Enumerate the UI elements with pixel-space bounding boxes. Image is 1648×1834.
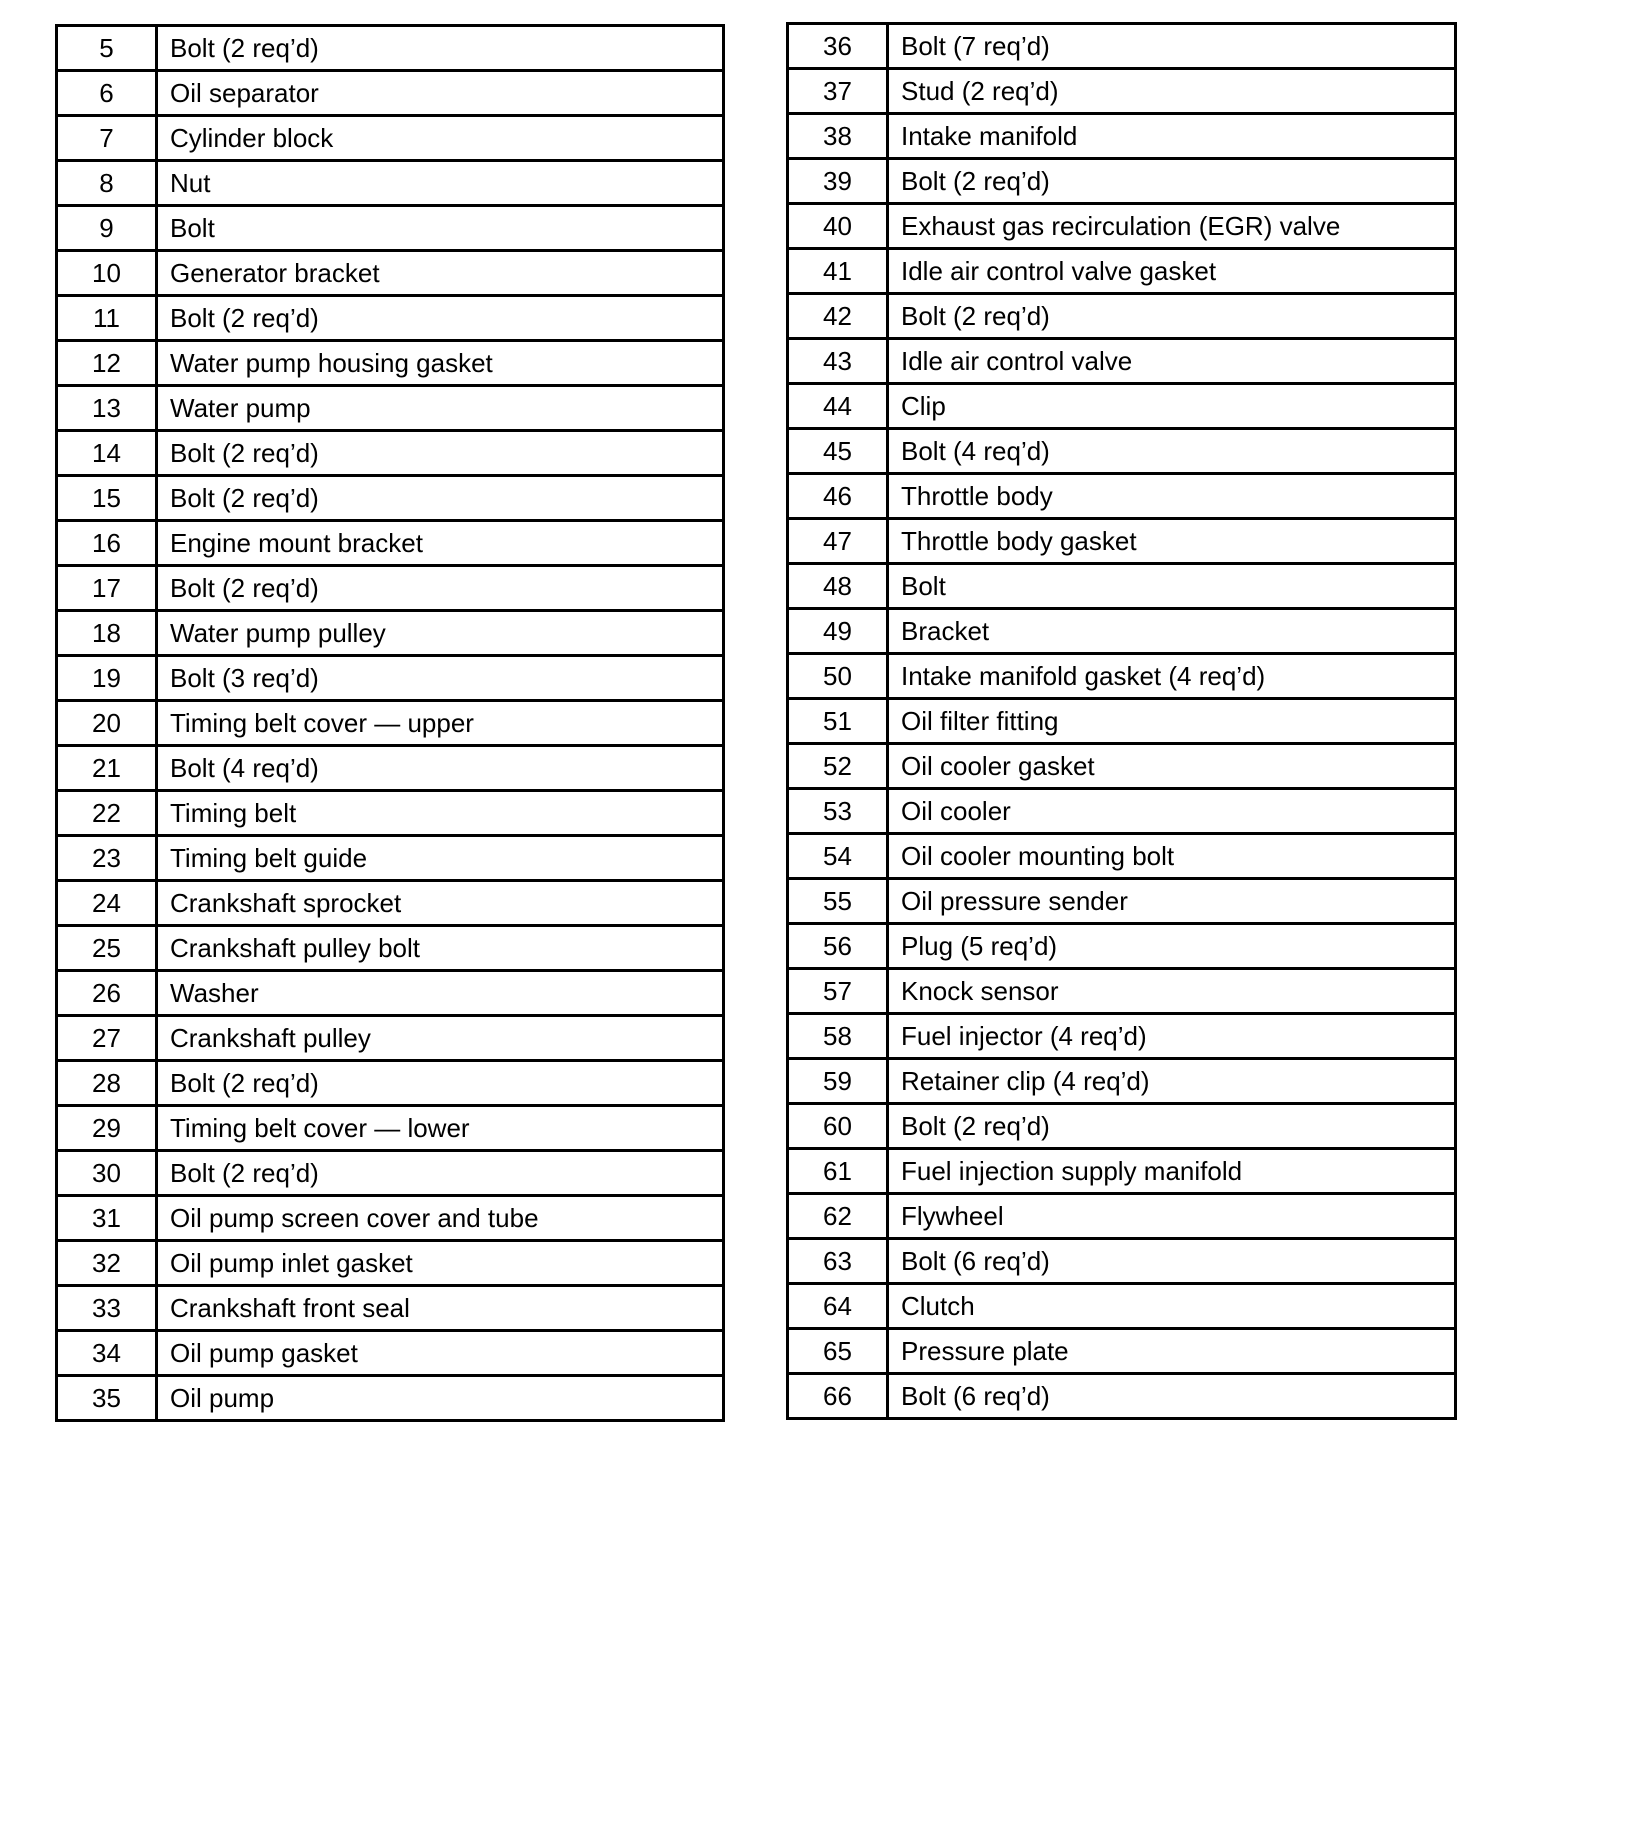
table-row (788, 1374, 1456, 1419)
part-description: Bracket (888, 609, 1456, 654)
part-number: 17 (57, 566, 157, 611)
part-number: 26 (57, 971, 157, 1016)
table-row (57, 566, 724, 611)
table-row (788, 114, 1456, 159)
table-row (57, 116, 724, 161)
part-description: Oil pressure sender (888, 879, 1456, 924)
part-description: Plug (5 req’d) (888, 924, 1456, 969)
part-description: Throttle body gasket (888, 519, 1456, 564)
part-number: 30 (57, 1151, 157, 1196)
table-row (788, 24, 1456, 69)
part-description: Intake manifold (888, 114, 1456, 159)
part-description: Bolt (2 req’d) (157, 296, 724, 341)
part-number: 63 (788, 1239, 888, 1284)
part-description: Idle air control valve gasket (888, 249, 1456, 294)
table-row (57, 1016, 724, 1061)
part-number: 7 (57, 116, 157, 161)
table-row (788, 474, 1456, 519)
part-number: 5 (57, 26, 157, 71)
part-description: Idle air control valve (888, 339, 1456, 384)
part-description: Fuel injector (4 req’d) (888, 1014, 1456, 1059)
part-description: Oil pump gasket (157, 1331, 724, 1376)
table-row (57, 26, 724, 71)
part-number: 45 (788, 429, 888, 474)
table-row (57, 521, 724, 566)
part-number: 44 (788, 384, 888, 429)
table-row (57, 656, 724, 701)
part-number: 13 (57, 386, 157, 431)
part-description: Bolt (2 req’d) (888, 1104, 1456, 1149)
parts-legend-left-body (57, 26, 724, 1421)
parts-legend-right-body (788, 24, 1456, 1419)
part-number: 36 (788, 24, 888, 69)
part-description: Oil cooler gasket (888, 744, 1456, 789)
part-number: 37 (788, 69, 888, 114)
part-number: 49 (788, 609, 888, 654)
part-description: Bolt (6 req’d) (888, 1374, 1456, 1419)
part-number: 27 (57, 1016, 157, 1061)
table-row (57, 386, 724, 431)
part-number: 10 (57, 251, 157, 296)
part-description: Washer (157, 971, 724, 1016)
part-description: Oil cooler mounting bolt (888, 834, 1456, 879)
part-number: 8 (57, 161, 157, 206)
table-row (57, 1151, 724, 1196)
part-description: Throttle body (888, 474, 1456, 519)
table-row (57, 791, 724, 836)
part-description: Bolt (2 req’d) (157, 1061, 724, 1106)
part-number: 59 (788, 1059, 888, 1104)
part-number: 25 (57, 926, 157, 971)
table-row (788, 789, 1456, 834)
part-number: 54 (788, 834, 888, 879)
part-description: Bolt (157, 206, 724, 251)
part-number: 29 (57, 1106, 157, 1151)
part-number: 34 (57, 1331, 157, 1376)
part-number: 58 (788, 1014, 888, 1059)
part-number: 31 (57, 1196, 157, 1241)
table-row (788, 1014, 1456, 1059)
table-row (788, 744, 1456, 789)
table-row (57, 341, 724, 386)
part-description: Generator bracket (157, 251, 724, 296)
part-description: Nut (157, 161, 724, 206)
table-row (788, 519, 1456, 564)
table-row (788, 924, 1456, 969)
table-row (788, 429, 1456, 474)
part-number: 22 (57, 791, 157, 836)
table-row (788, 1329, 1456, 1374)
table-row (57, 701, 724, 746)
part-number: 19 (57, 656, 157, 701)
table-row (788, 294, 1456, 339)
table-row (57, 1286, 724, 1331)
table-row (788, 159, 1456, 204)
part-description: Clutch (888, 1284, 1456, 1329)
part-number: 32 (57, 1241, 157, 1286)
table-row (57, 251, 724, 296)
part-number: 24 (57, 881, 157, 926)
part-description: Retainer clip (4 req’d) (888, 1059, 1456, 1104)
table-row (57, 1376, 724, 1421)
table-row (57, 476, 724, 521)
part-description: Bolt (2 req’d) (888, 294, 1456, 339)
table-row (788, 1239, 1456, 1284)
part-number: 56 (788, 924, 888, 969)
part-description: Bolt (6 req’d) (888, 1239, 1456, 1284)
part-description: Timing belt guide (157, 836, 724, 881)
part-number: 20 (57, 701, 157, 746)
table-row (788, 654, 1456, 699)
part-number: 57 (788, 969, 888, 1014)
part-description: Pressure plate (888, 1329, 1456, 1374)
table-row (57, 611, 724, 656)
part-number: 28 (57, 1061, 157, 1106)
part-description: Bolt (2 req’d) (888, 159, 1456, 204)
part-number: 52 (788, 744, 888, 789)
part-description: Intake manifold gasket (4 req’d) (888, 654, 1456, 699)
part-description: Oil separator (157, 71, 724, 116)
part-number: 46 (788, 474, 888, 519)
part-number: 40 (788, 204, 888, 249)
table-row (57, 71, 724, 116)
part-number: 23 (57, 836, 157, 881)
part-number: 42 (788, 294, 888, 339)
part-description: Oil cooler (888, 789, 1456, 834)
table-row (57, 431, 724, 476)
part-description: Bolt (2 req’d) (157, 476, 724, 521)
part-description: Bolt (888, 564, 1456, 609)
table-row (57, 1061, 724, 1106)
table-row (788, 1194, 1456, 1239)
part-number: 12 (57, 341, 157, 386)
part-description: Crankshaft pulley (157, 1016, 724, 1061)
table-row (57, 1331, 724, 1376)
table-row (57, 296, 724, 341)
parts-legend-table-right (786, 22, 1457, 1420)
table-row (788, 699, 1456, 744)
part-number: 51 (788, 699, 888, 744)
table-row (57, 206, 724, 251)
part-number: 47 (788, 519, 888, 564)
part-number: 21 (57, 746, 157, 791)
parts-legend-table-left (55, 24, 725, 1422)
part-description: Bolt (4 req’d) (157, 746, 724, 791)
part-description: Bolt (7 req’d) (888, 24, 1456, 69)
part-number: 60 (788, 1104, 888, 1149)
part-number: 16 (57, 521, 157, 566)
part-number: 64 (788, 1284, 888, 1329)
part-number: 11 (57, 296, 157, 341)
part-description: Oil pump screen cover and tube (157, 1196, 724, 1241)
part-number: 9 (57, 206, 157, 251)
part-number: 55 (788, 879, 888, 924)
part-description: Timing belt (157, 791, 724, 836)
part-description: Crankshaft pulley bolt (157, 926, 724, 971)
part-description: Oil pump inlet gasket (157, 1241, 724, 1286)
table-row (788, 1284, 1456, 1329)
table-row (57, 161, 724, 206)
part-number: 39 (788, 159, 888, 204)
part-description: Water pump housing gasket (157, 341, 724, 386)
part-number: 15 (57, 476, 157, 521)
part-description: Exhaust gas recirculation (EGR) valve (888, 204, 1456, 249)
part-description: Bolt (2 req’d) (157, 566, 724, 611)
table-row (788, 339, 1456, 384)
table-row (57, 836, 724, 881)
part-description: Timing belt cover — lower (157, 1106, 724, 1151)
table-row (788, 969, 1456, 1014)
table-row (57, 926, 724, 971)
table-row (788, 1104, 1456, 1149)
part-description: Crankshaft front seal (157, 1286, 724, 1331)
table-row (788, 834, 1456, 879)
table-row (788, 609, 1456, 654)
part-number: 18 (57, 611, 157, 656)
table-row (788, 249, 1456, 294)
part-number: 50 (788, 654, 888, 699)
part-number: 38 (788, 114, 888, 159)
part-description: Stud (2 req’d) (888, 69, 1456, 114)
part-description: Fuel injection supply manifold (888, 1149, 1456, 1194)
part-description: Timing belt cover — upper (157, 701, 724, 746)
table-row (57, 1106, 724, 1151)
part-number: 41 (788, 249, 888, 294)
table-row (788, 564, 1456, 609)
table-row (788, 879, 1456, 924)
table-row (57, 881, 724, 926)
table-row (788, 69, 1456, 114)
part-number: 53 (788, 789, 888, 834)
part-description: Oil pump (157, 1376, 724, 1421)
part-description: Bolt (2 req’d) (157, 431, 724, 476)
part-description: Bolt (3 req’d) (157, 656, 724, 701)
part-description: Crankshaft sprocket (157, 881, 724, 926)
part-number: 66 (788, 1374, 888, 1419)
part-number: 35 (57, 1376, 157, 1421)
part-number: 65 (788, 1329, 888, 1374)
part-description: Water pump (157, 386, 724, 431)
part-description: Knock sensor (888, 969, 1456, 1014)
part-number: 43 (788, 339, 888, 384)
part-number: 14 (57, 431, 157, 476)
table-row (788, 1059, 1456, 1104)
part-number: 48 (788, 564, 888, 609)
table-row (57, 1241, 724, 1286)
part-description: Bolt (4 req’d) (888, 429, 1456, 474)
table-row (57, 1196, 724, 1241)
part-number: 6 (57, 71, 157, 116)
table-row (788, 1149, 1456, 1194)
table-row (57, 971, 724, 1016)
part-description: Clip (888, 384, 1456, 429)
part-number: 61 (788, 1149, 888, 1194)
part-description: Water pump pulley (157, 611, 724, 656)
part-description: Bolt (2 req’d) (157, 26, 724, 71)
part-description: Oil filter fitting (888, 699, 1456, 744)
table-row (788, 204, 1456, 249)
part-number: 33 (57, 1286, 157, 1331)
part-description: Cylinder block (157, 116, 724, 161)
table-row (57, 746, 724, 791)
part-number: 62 (788, 1194, 888, 1239)
part-description: Flywheel (888, 1194, 1456, 1239)
table-row (788, 384, 1456, 429)
part-description: Bolt (2 req’d) (157, 1151, 724, 1196)
part-description: Engine mount bracket (157, 521, 724, 566)
